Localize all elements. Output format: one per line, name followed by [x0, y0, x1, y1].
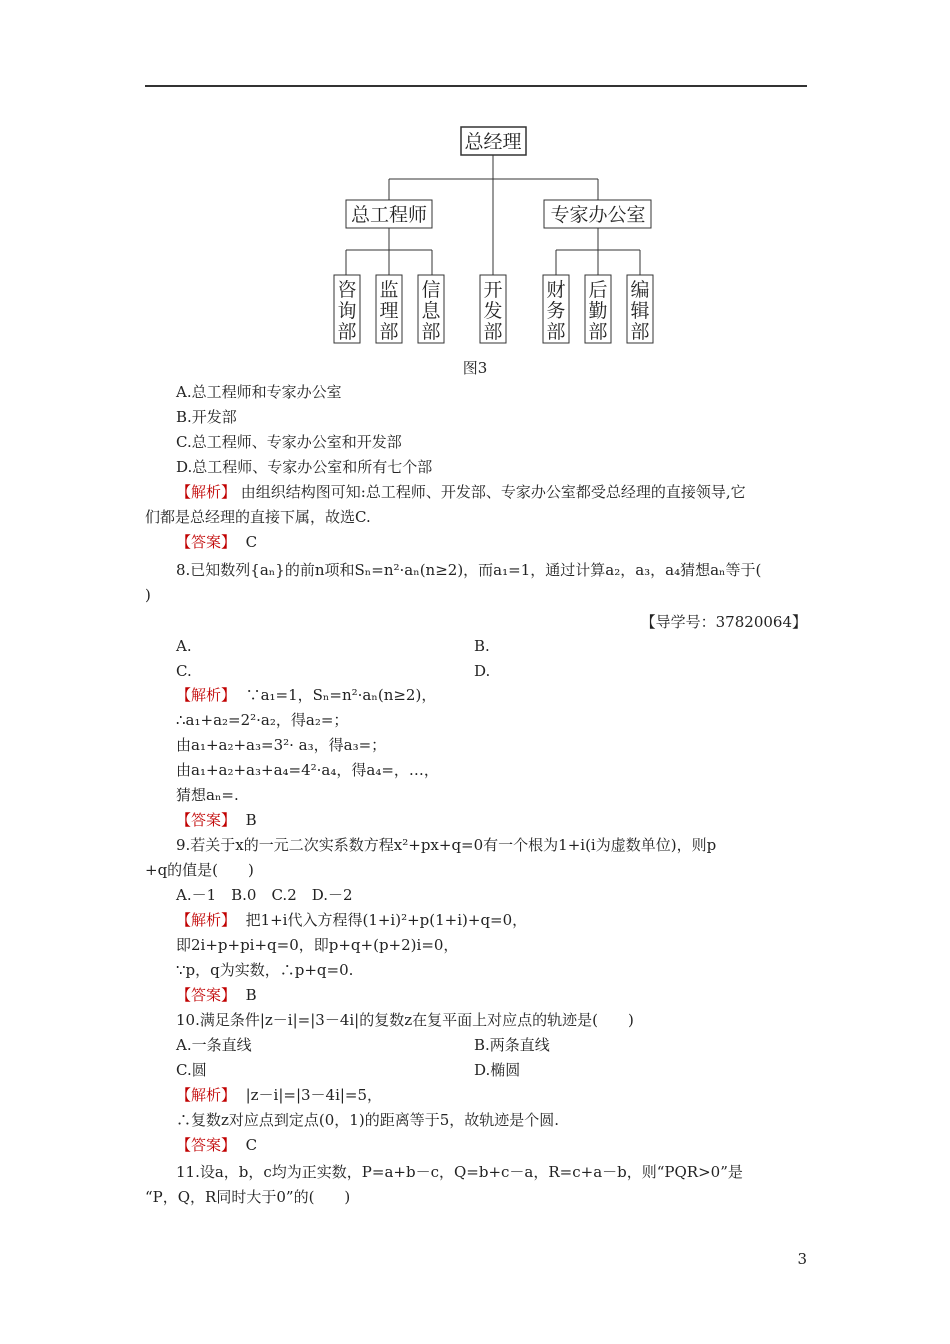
q9-answer — [176, 985, 257, 1005]
leaf-supervise-3: 部 — [379, 321, 399, 343]
leaf-finance-1: 财 — [546, 279, 566, 301]
analysis-tag: 【解析】 — [176, 911, 237, 929]
leaf-logistics-1: 后 — [588, 279, 608, 301]
q8-option-d: D. — [474, 662, 491, 680]
q8-option-c: C. — [176, 662, 192, 680]
q9-stem: 9.若关于x的一元二次实系数方程x²+px+q=0有一个根为1+i(i为虚数单位)，则p — [176, 836, 717, 854]
q10-option-c: C.圆 — [176, 1061, 207, 1079]
node-chief-engineer: 总工程师 — [350, 204, 428, 226]
q8-analysis-3: 由a₁+a₂+a₃=3²· a₃，得a₃=； — [176, 736, 387, 754]
q8-analysis-4: 由a₁+a₂+a₃+a₄=4²·a₄，得a₄=，…， — [176, 761, 439, 779]
org-chart — [0, 0, 950, 350]
leaf-dev-2: 发 — [483, 300, 503, 322]
answer-value: C — [245, 533, 258, 551]
leaf-consult-2: 询 — [337, 300, 357, 322]
leaf-supervise-1: 监 — [379, 279, 399, 301]
q8-analysis-2: ∴a₁+a₂=2²·a₂，得a₂=； — [176, 711, 349, 729]
q7-option-b: B.开发部 — [176, 408, 237, 426]
figure-caption: 图3 — [462, 359, 488, 377]
q7-answer — [176, 532, 257, 552]
q7-option-a: A.总工程师和专家办公室 — [176, 383, 342, 401]
analysis-text: 把1+i代入方程得(1+i)²+p(1+i)+q=0， — [245, 911, 528, 929]
leaf-finance-2: 务 — [546, 300, 566, 322]
analysis-text: ∵a₁=1，Sₙ=n²·aₙ(n≥2)， — [245, 686, 437, 704]
q9-analysis-2: 即2i+p+pi+q=0，即p+q+(p+2)i=0， — [176, 936, 459, 954]
answer-tag: 【答案】 — [176, 811, 237, 829]
analysis-text: 由组织结构图可知:总工程师、开发部、专家办公室都受总经理的直接领导,它 — [240, 483, 746, 501]
q10-option-b: B.两条直线 — [474, 1036, 550, 1054]
leaf-logistics-3: 部 — [588, 321, 608, 343]
q7-option-d: D.总工程师、专家办公室和所有七个部 — [176, 458, 433, 476]
q9-options: A.－1 B.0 C.2 D.－2 — [176, 886, 353, 904]
leaf-editorial-2: 辑 — [630, 300, 650, 322]
node-expert-office: 专家办公室 — [550, 204, 646, 226]
page-number: 3 — [797, 1250, 807, 1268]
answer-value: C — [245, 1136, 258, 1154]
answer-value: B — [245, 986, 257, 1004]
q7-analysis — [176, 482, 746, 502]
analysis-tag: 【解析】 — [176, 686, 237, 704]
q10-stem: 10.满足条件|z－i|=|3－4i|的复数z在复平面上对应点的轨迹是( ) — [176, 1011, 634, 1029]
leaf-dev-3: 部 — [483, 321, 503, 343]
answer-value: B — [245, 811, 257, 829]
leaf-consult-3: 部 — [337, 321, 357, 343]
leaf-supervise-2: 理 — [379, 300, 399, 322]
q9-analysis — [176, 910, 527, 930]
leaf-info-1: 信 — [421, 279, 441, 301]
q10-analysis — [176, 1085, 382, 1105]
q8-option-b: B. — [474, 637, 490, 655]
q10-option-a: A.一条直线 — [176, 1036, 252, 1054]
answer-tag: 【答案】 — [176, 1136, 237, 1154]
q11-stem: 11.设a，b，c均为正实数，P=a+b－c，Q=b+c－a，R=c+a－b，则“PQR>0”是 — [176, 1163, 743, 1181]
q8-answer — [176, 810, 257, 830]
guide-number: 【导学号：37820064】 — [640, 613, 807, 631]
leaf-dev-1: 开 — [483, 279, 503, 301]
answer-tag: 【答案】 — [176, 986, 237, 1004]
q8-stem: 8.已知数列{aₙ}的前n项和Sₙ=n²·aₙ(n≥2)，而a₁=1，通过计算a₂，a₃，a₄猜想aₙ等于( — [176, 561, 762, 579]
q7-option-c: C.总工程师、专家办公室和开发部 — [176, 433, 402, 451]
leaf-info-3: 部 — [421, 321, 441, 343]
q7-analysis-cont: 们都是总经理的直接下属，故选C. — [145, 508, 371, 526]
leaf-finance-3: 部 — [546, 321, 566, 343]
answer-tag: 【答案】 — [176, 533, 237, 551]
q8-option-a: A. — [176, 637, 192, 655]
leaf-logistics-2: 勤 — [588, 300, 608, 322]
q8-analysis — [176, 685, 436, 705]
q10-option-d: D.椭圆 — [474, 1061, 521, 1079]
q10-answer — [176, 1135, 257, 1155]
node-root: 总经理 — [464, 131, 522, 153]
analysis-tag: 【解析】 — [176, 483, 237, 501]
q9-stem-cont: +q的值是( ) — [145, 861, 254, 879]
analysis-tag: 【解析】 — [176, 1086, 237, 1104]
leaf-editorial-1: 编 — [630, 279, 650, 301]
q8-analysis-5: 猜想aₙ=. — [176, 786, 239, 804]
q11-stem-cont: “P，Q，R同时大于0”的( ) — [145, 1188, 351, 1206]
q9-analysis-3: ∵p，q为实数，∴p+q=0. — [176, 961, 354, 979]
q8-stem-cont: ) — [145, 586, 151, 604]
analysis-text: |z－i|=|3－4i|=5， — [245, 1086, 383, 1104]
leaf-info-2: 息 — [421, 300, 441, 322]
leaf-editorial-3: 部 — [630, 321, 650, 343]
leaf-consult-1: 咨 — [337, 279, 357, 301]
q10-analysis-2: ∴复数z对应点到定点(0，1)的距离等于5，故轨迹是个圆. — [176, 1111, 560, 1129]
